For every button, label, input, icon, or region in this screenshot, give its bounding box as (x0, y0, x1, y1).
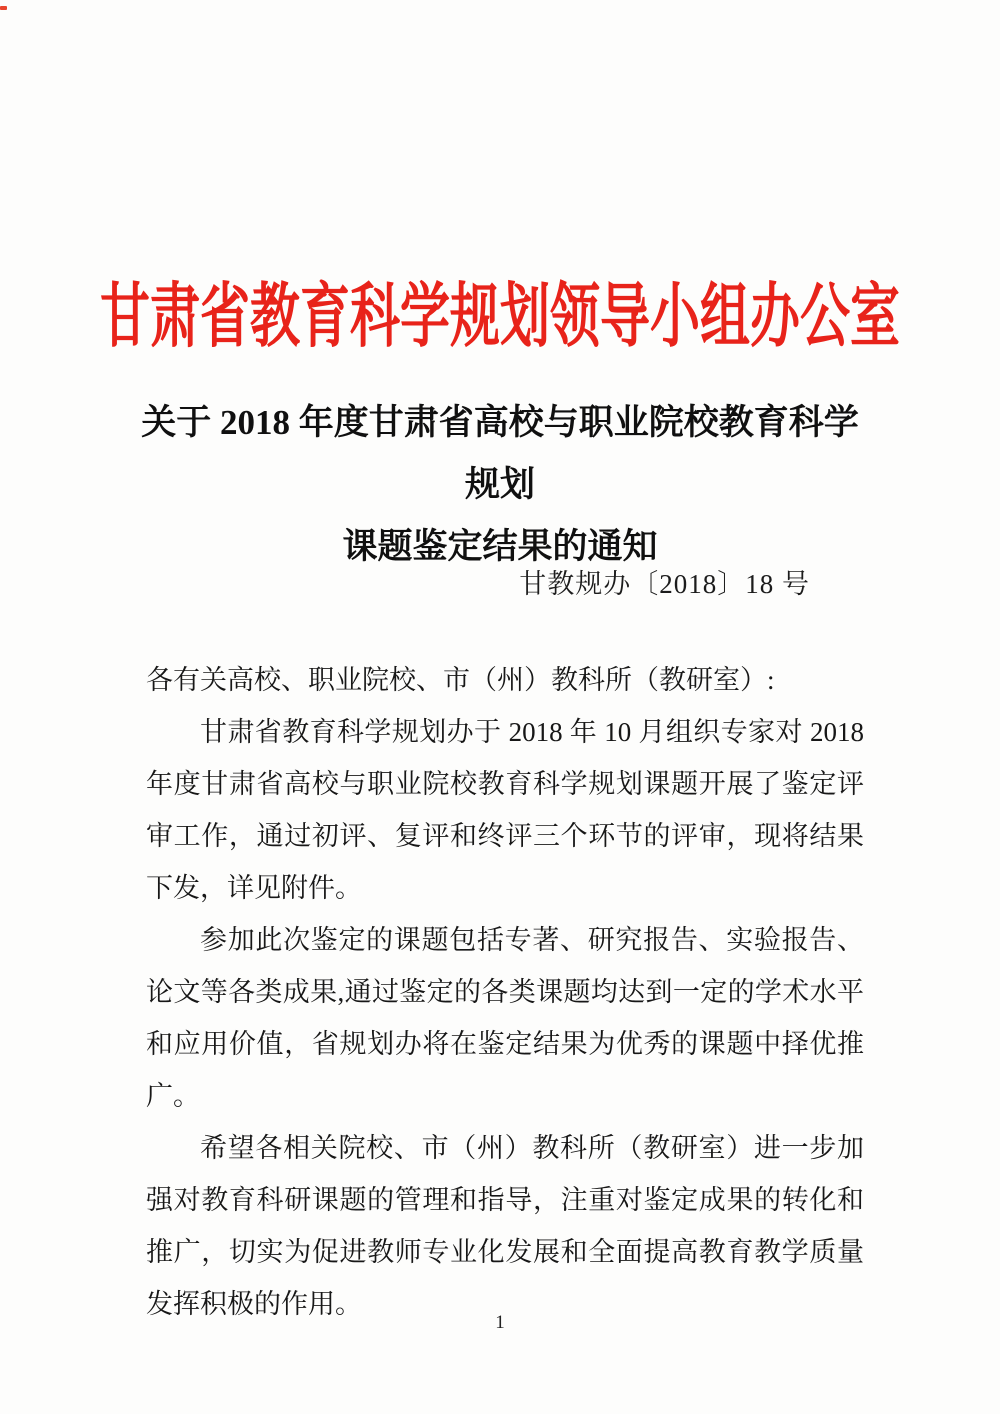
body-paragraph: 甘肃省教育科学规划办于 2018 年 10 月组织专家对 2018 年度甘肃省高校与职业院校教育科学规划课题开展了鉴定评审工作，通过初评、复评和终评三个环节的评审，现将结果下发，详见附件。 (146, 717, 864, 903)
document-number: 甘教规办〔2018〕18 号 (519, 569, 810, 599)
page-number: 1 (495, 1312, 505, 1333)
document-title (140, 392, 860, 578)
body-paragraph: 参加此次鉴定的课题包括专著、研究报告、实验报告、论文等各类成果,通过鉴定的各类课题均达到一定的学术水平和应用价值，省规划办将在鉴定结果为优秀的课题中择优推广。 (146, 925, 864, 1111)
document-title-line1: 关于 2018 年度甘肃省高校与职业院校教育科学规划 (141, 403, 859, 504)
letterhead-org-name: 甘肃省教育科学规划领导小组办公室 (100, 276, 900, 356)
body-paragraph: 希望各相关院校、市（州）教科所（教研室）进一步加强对教育科研课题的管理和指导，注重对鉴定成果的转化和推广，切实为促进教师专业化发展和全面提高教育教学质量发挥积极的作用。 (146, 1133, 864, 1319)
document-title-line2: 课题鉴定结果的通知 (342, 527, 658, 566)
document-body (146, 654, 864, 1330)
salutation: 各有关高校、职业院校、市（州）教科所（教研室）: (146, 665, 775, 695)
body-paragraphs (146, 706, 864, 1330)
scan-artifact-mark (0, 6, 7, 10)
